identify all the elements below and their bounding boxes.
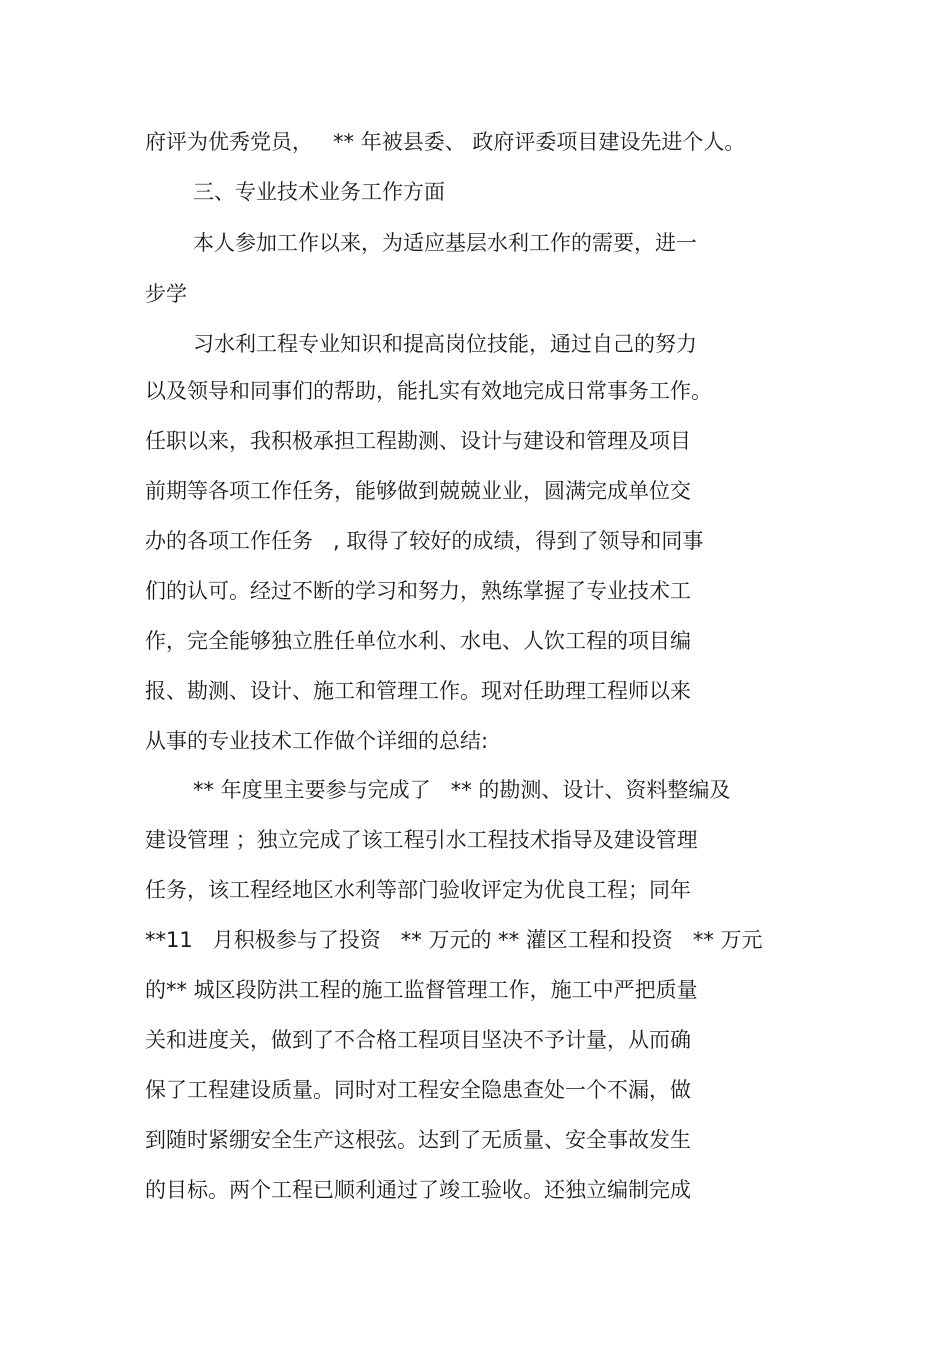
text-line: 从事的专业技术工作做个详细的总结: bbox=[145, 729, 489, 753]
text-line: 们的认可。经过不断的学习和努力，熟练掌握了专业技术工 bbox=[145, 579, 691, 603]
text-line: 的目标。两个工程已顺利通过了竣工验收。还独立编制完成 bbox=[145, 1178, 691, 1202]
text-line: 府评为优秀党员， ** 年被县委、 政府评委项目建设先进个人。 bbox=[145, 130, 746, 154]
text-line: 习水利工程专业知识和提高岗位技能，通过自己的努力 bbox=[193, 332, 697, 356]
section-heading: 三、专业技术业务工作方面 bbox=[193, 180, 445, 204]
text-line: 保了工程建设质量。同时对工程安全隐患查处一个不漏，做 bbox=[145, 1078, 691, 1102]
text-line: **11 月积极参与了投资 ** 万元的 ** 灌区工程和投资 ** 万元 bbox=[145, 928, 763, 952]
text-line: 报、勘测、设计、施工和管理工作。现对任助理工程师以来 bbox=[145, 679, 691, 703]
text-line: 以及领导和同事们的帮助，能扎实有效地完成日常事务工作。 bbox=[145, 379, 712, 403]
text-line: 前期等各项工作任务，能够做到兢兢业业，圆满完成单位交 bbox=[145, 479, 691, 503]
text-line: 任务，该工程经地区水利等部门验收评定为优良工程；同年 bbox=[145, 878, 691, 902]
text-line: 本人参加工作以来，为适应基层水利工作的需要，进一 bbox=[193, 231, 697, 255]
text-line: 到随时紧绷安全生产这根弦。达到了无质量、安全事故发生 bbox=[145, 1128, 691, 1152]
text-line: 关和进度关，做到了不合格工程项目坚决不予计量，从而确 bbox=[145, 1028, 691, 1052]
text-line: 的** 城区段防洪工程的施工监督管理工作，施工中严把质量 bbox=[145, 978, 698, 1002]
text-line: 作，完全能够独立胜任单位水利、水电、人饮工程的项目编 bbox=[145, 629, 691, 653]
text-line: 建设管理 ；独立完成了该工程引水工程技术指导及建设管理 bbox=[145, 828, 698, 852]
text-line: 任职以来，我积极承担工程勘测、设计与建设和管理及项目 bbox=[145, 429, 691, 453]
text-line: 步学 bbox=[145, 282, 187, 306]
text-line: 办的各项工作任务 , 取得了较好的成绩，得到了领导和同事 bbox=[145, 529, 704, 553]
text-line: ** 年度里主要参与完成了 ** 的勘测、设计、资料整编及 bbox=[193, 778, 731, 802]
